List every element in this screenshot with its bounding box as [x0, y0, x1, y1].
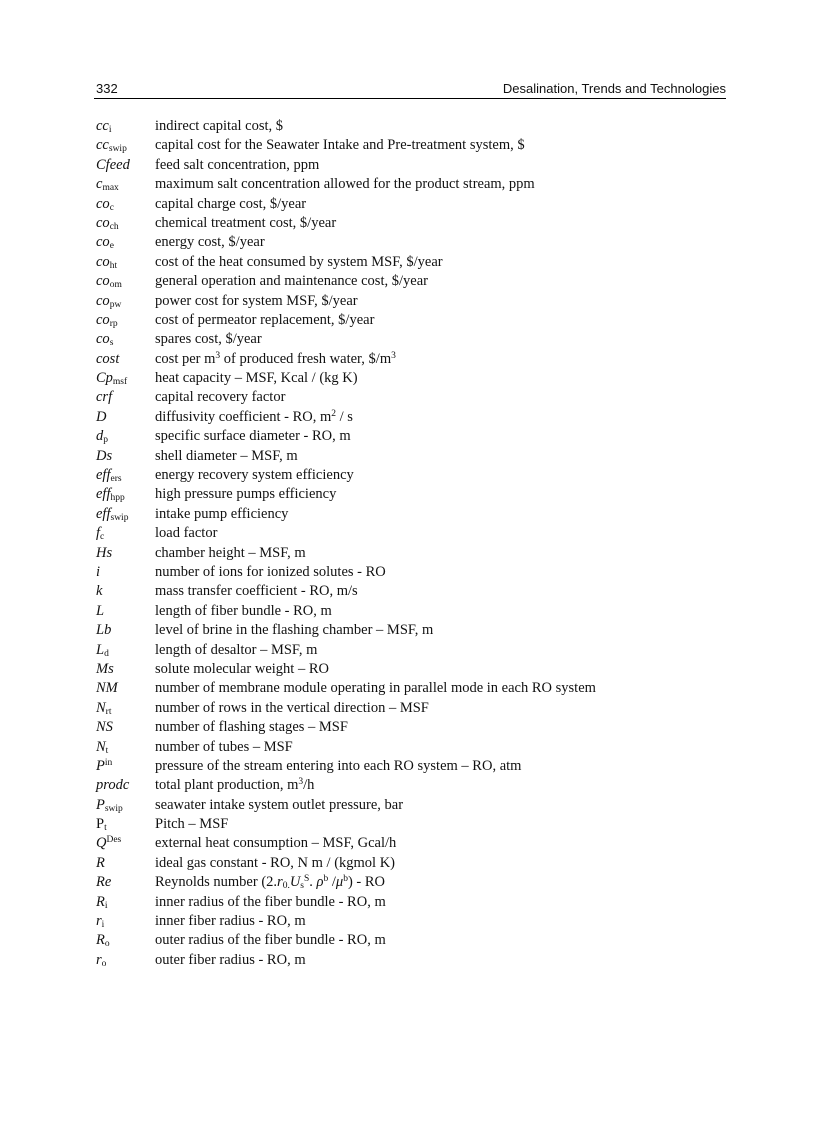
nomenclature-row [96, 292, 726, 311]
symbol-subscript: t [104, 823, 107, 834]
symbol [96, 136, 155, 155]
definition: feed salt concentration, ppm [155, 156, 320, 173]
symbol-subscript: c [100, 532, 105, 543]
symbol-base: f [96, 525, 101, 542]
symbol [96, 195, 155, 214]
definition: cost of the heat consumed by system MSF, $/year [155, 253, 443, 270]
symbol [96, 718, 155, 737]
symbol-base: i [96, 563, 101, 580]
definition: general operation and maintenance cost, $/year [155, 273, 428, 290]
definition: heat capacity – MSF, Kcal / (kg K) [155, 370, 358, 387]
symbol [96, 912, 155, 931]
definition: ideal gas constant - RO, N m / (kgmol K) [155, 854, 396, 871]
symbol-subscript: hpp [110, 493, 125, 504]
symbol [96, 602, 155, 621]
symbol [96, 893, 155, 912]
definition: outer fiber radius - RO, m [155, 951, 306, 968]
nomenclature-row [96, 621, 726, 640]
symbol-subscript: i [101, 920, 105, 931]
definition: capital cost for the Seawater Intake and Pre-treatment system, $ [155, 137, 525, 154]
symbol-base: Re [96, 874, 112, 891]
symbol [96, 582, 155, 601]
symbol [96, 447, 155, 466]
symbol [96, 214, 155, 233]
symbol-base: NM [96, 680, 118, 697]
symbol-subscript: swip [110, 512, 129, 523]
symbol-base: r [96, 913, 102, 930]
symbol-subscript: max [102, 183, 119, 194]
symbol [96, 951, 155, 970]
symbol [96, 524, 155, 543]
nomenclature-row [96, 524, 726, 543]
nomenclature-row [96, 776, 726, 795]
symbol [96, 641, 155, 660]
nomenclature-row [96, 738, 726, 757]
symbol [96, 485, 155, 504]
definition: Pitch – MSF [155, 816, 229, 833]
symbol [96, 699, 155, 718]
symbol-base: L [96, 641, 105, 658]
symbol-base: R [96, 854, 105, 871]
definition: capital charge cost, $/year [155, 195, 307, 212]
symbol-subscript: e [109, 241, 114, 252]
symbol-base: N [96, 699, 106, 716]
symbol [96, 350, 155, 369]
nomenclature-row [96, 253, 726, 272]
nomenclature-row [96, 272, 726, 291]
nomenclature-row [96, 447, 726, 466]
symbol-base: P [96, 757, 105, 774]
definition: cost of permeator replacement, $/year [155, 311, 375, 328]
symbol-superscript: in [104, 757, 113, 768]
definition: spares cost, $/year [155, 331, 262, 348]
symbol-base: k [96, 583, 103, 600]
symbol [96, 388, 155, 407]
symbol [96, 679, 155, 698]
definition: indirect capital cost, $ [155, 118, 284, 134]
symbol [96, 834, 155, 853]
symbol-base: N [96, 738, 106, 755]
symbol-base: co [96, 292, 110, 309]
nomenclature-row [96, 873, 726, 892]
definition: seawater intake system outlet pressure, bar [155, 796, 404, 813]
symbol-base: co [96, 234, 110, 251]
symbol [96, 563, 155, 582]
definition: number of flashing stages – MSF [155, 719, 348, 736]
symbol-subscript: o [104, 939, 110, 950]
symbol-subscript: c [109, 202, 114, 213]
symbol [96, 466, 155, 485]
symbol-base: NS [96, 719, 113, 736]
symbol-subscript: pw [109, 299, 122, 310]
nomenclature-row [96, 718, 726, 737]
nomenclature-row [96, 136, 726, 155]
definition: shell diameter – MSF, m [155, 447, 298, 464]
symbol [96, 931, 155, 950]
nomenclature-row [96, 679, 726, 698]
definition: outer radius of the fiber bundle - RO, m [155, 932, 386, 949]
symbol-base: Cp [96, 370, 113, 387]
symbol [96, 544, 155, 563]
symbol-base: co [96, 214, 110, 231]
symbol-base: d [96, 428, 104, 445]
symbol-base: co [96, 331, 110, 348]
nomenclature-row [96, 602, 726, 621]
nomenclature-row [96, 854, 726, 873]
symbol-subscript: p [103, 435, 108, 446]
symbol-base: eff [96, 467, 111, 484]
nomenclature-row [96, 214, 726, 233]
symbol-subscript: ch [109, 221, 119, 232]
definition: length of desaltor – MSF, m [155, 641, 318, 658]
definition: load factor [155, 525, 218, 542]
definition: high pressure pumps efficiency [155, 486, 337, 503]
symbol-base: eff [96, 486, 111, 503]
symbol-base: co [96, 195, 110, 212]
definition: cost per $m^3$ of produced fresh water, $\$/m^3$ [155, 350, 396, 367]
definition: chemical treatment cost, $/year [155, 214, 337, 231]
symbol [96, 292, 155, 311]
definition: Reynolds number ($2.r_{0.}U_s^S$. $\rho^b$ $/\mu^b$) - RO [155, 874, 386, 892]
symbol-base: R [96, 893, 105, 910]
definition: specific surface diameter - RO, m [155, 428, 351, 445]
symbol [96, 621, 155, 640]
symbol [96, 505, 155, 524]
symbol [96, 233, 155, 252]
symbol [96, 175, 155, 194]
running-title: Desalination, Trends and Technologies [502, 81, 726, 96]
symbol-base: P [96, 816, 105, 833]
nomenclature-row [96, 311, 726, 330]
symbol [96, 660, 155, 679]
symbol [96, 330, 155, 349]
definition: energy cost, $/year [155, 234, 265, 251]
nomenclature-row [96, 660, 726, 679]
definition: level of brine in the flashing chamber – MSF, m [155, 622, 434, 639]
symbol [96, 873, 155, 892]
nomenclature-row [96, 408, 726, 427]
symbol-base: P [96, 796, 105, 813]
nomenclature-row [96, 466, 726, 485]
symbol [96, 272, 155, 291]
nomenclature-row [96, 815, 726, 834]
definition: total plant production, $m^3/h$ [155, 777, 315, 794]
nomenclature-row [96, 388, 726, 407]
symbol-base: Hs [96, 544, 113, 561]
symbol-subscript: i [108, 125, 112, 135]
symbol-superscript: Des [106, 835, 122, 846]
nomenclature-row [96, 485, 726, 504]
page-header [94, 80, 726, 99]
nomenclature-row [96, 931, 726, 950]
definition: chamber height – MSF, m [155, 544, 306, 561]
nomenclature-row [96, 156, 726, 175]
symbol-base: cost [96, 350, 120, 367]
nomenclature-row [96, 427, 726, 446]
symbol [96, 757, 155, 776]
symbol-base: Ms [96, 660, 114, 677]
page-number: 332 [96, 81, 118, 96]
symbol [96, 117, 155, 136]
symbol-base: co [96, 311, 110, 328]
symbol-subscript: swip [104, 803, 123, 814]
nomenclature-row [96, 796, 726, 815]
symbol-base: Cfeed [96, 156, 130, 173]
symbol-base: D [96, 408, 107, 425]
definition: number of membrane module operating in parallel mode in each RO system [155, 680, 596, 697]
symbol [96, 311, 155, 330]
symbol-base: r [96, 951, 102, 968]
symbol [96, 408, 155, 427]
nomenclature-row [96, 951, 726, 970]
definition: diffusivity coefficient - RO, $m^2$ / s [155, 408, 353, 425]
symbol-base: crf [96, 389, 113, 406]
symbol-base: R [96, 932, 105, 949]
symbol-subscript: rp [109, 318, 118, 329]
nomenclature-row [96, 369, 726, 388]
definition: inner fiber radius - RO, m [155, 913, 306, 930]
definition: pressure of the stream entering into each RO system – RO, atm [155, 757, 522, 774]
symbol-subscript: t [105, 745, 109, 756]
symbol-subscript: msf [112, 377, 128, 388]
symbol [96, 776, 155, 795]
symbol-subscript: ers [110, 474, 122, 485]
symbol [96, 156, 155, 175]
definition: length of fiber bundle - RO, m [155, 602, 332, 619]
definition: number of ions for ionized solutes - RO [155, 563, 386, 580]
symbol [96, 796, 155, 815]
definition: energy recovery system efficiency [155, 467, 354, 484]
nomenclature-row [96, 582, 726, 601]
nomenclature-row [96, 330, 726, 349]
symbol-base: eff [96, 505, 111, 522]
definition: intake pump efficiency [155, 505, 289, 522]
definition: capital recovery factor [155, 389, 286, 406]
nomenclature-row [96, 233, 726, 252]
definition: solute molecular weight – RO [155, 660, 329, 677]
symbol-subscript: d [104, 648, 109, 659]
symbol-base: co [96, 273, 110, 290]
definition: number of rows in the vertical direction – MSF [155, 699, 429, 716]
symbol-base: cc [96, 118, 109, 134]
definition: inner radius of the fiber bundle - RO, m [155, 893, 386, 910]
nomenclature-row [96, 350, 726, 369]
nomenclature-row [96, 757, 726, 776]
definition: maximum salt concentration allowed for the product stream, ppm [155, 176, 535, 193]
nomenclature-list [96, 117, 726, 970]
nomenclature-row [96, 544, 726, 563]
nomenclature-row [96, 563, 726, 582]
symbol [96, 369, 155, 388]
symbol-base: prodc [96, 777, 130, 794]
nomenclature-row [96, 699, 726, 718]
symbol-base: Ds [96, 447, 113, 464]
nomenclature-row [96, 195, 726, 214]
symbol-base: L [96, 602, 105, 619]
definition: number of tubes – MSF [155, 738, 293, 755]
definition: power cost for system MSF, $/year [155, 292, 358, 309]
nomenclature-row [96, 893, 726, 912]
nomenclature-row [96, 834, 726, 853]
symbol-base: cc [96, 137, 109, 154]
symbol-base: Q [96, 835, 107, 852]
symbol-subscript: swip [108, 144, 127, 155]
symbol-base: co [96, 253, 110, 270]
symbol-subscript: ht [109, 260, 118, 271]
nomenclature-row [96, 175, 726, 194]
symbol-base: c [96, 176, 103, 193]
definition: mass transfer coefficient - RO, m/s [155, 583, 358, 600]
nomenclature-row [96, 117, 726, 136]
symbol [96, 738, 155, 757]
nomenclature-row [96, 505, 726, 524]
symbol-subscript: o [101, 958, 107, 969]
symbol-subscript: om [109, 280, 122, 291]
definition: external heat consumption – MSF, Gcal/h [155, 835, 397, 852]
symbol [96, 815, 155, 834]
symbol [96, 854, 155, 873]
symbol [96, 427, 155, 446]
symbol-subscript: rt [105, 706, 112, 717]
symbol-base: Lb [96, 622, 112, 639]
nomenclature-row [96, 641, 726, 660]
symbol-subscript: i [104, 900, 108, 911]
symbol-subscript: s [109, 338, 114, 349]
symbol [96, 253, 155, 272]
nomenclature-row [96, 912, 726, 931]
